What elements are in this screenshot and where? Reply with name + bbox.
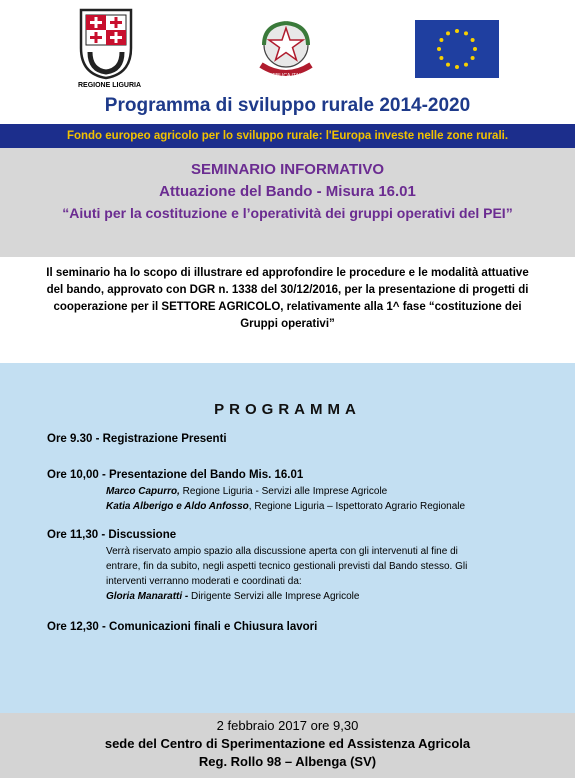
seminar-quote: “Aiuti per la costituzione e l’operatività dei gruppi operativi del PEI” bbox=[62, 205, 513, 221]
seminar-subtitle: Attuazione del Bando - Misura 16.01 bbox=[159, 183, 416, 200]
footer-box bbox=[0, 713, 575, 778]
programma-heading: PROGRAMMA bbox=[214, 401, 361, 418]
agenda-item-discussion bbox=[47, 529, 546, 604]
speaker-line bbox=[106, 499, 465, 514]
repubblica-italiana-emblem bbox=[253, 13, 319, 83]
programma-section bbox=[0, 363, 575, 713]
intro-line: Gruppi operativi” bbox=[240, 318, 335, 330]
republic-ribbon-text: REPUBBLICA ITALIANA bbox=[258, 73, 314, 79]
moderator-line bbox=[106, 589, 546, 604]
intro-line: del bando, approvato con DGR n. 1338 del 30/12/2016, per la presentazione di progetti di bbox=[46, 284, 529, 296]
agenda-item-presentation bbox=[47, 469, 465, 514]
logo-row bbox=[0, 0, 575, 92]
event-date: 2 febbraio 2017 ore 9,30 bbox=[216, 718, 359, 733]
eu-flag-icon bbox=[415, 20, 499, 78]
agenda-time-head: Ore 11,30 - Discussione bbox=[47, 529, 177, 541]
eu-flag bbox=[415, 20, 499, 78]
speaker-name: Marco Capurro, bbox=[106, 486, 180, 497]
liguria-shield-icon bbox=[78, 8, 134, 80]
fondo-banner: Fondo europeo agricolo per lo sviluppo rurale: l'Europa investe nelle zone rurali. bbox=[0, 124, 575, 148]
moderator-name: Gloria Manaratti - bbox=[106, 591, 189, 602]
speaker-name: Katia Alberigo e Aldo Anfosso bbox=[106, 501, 249, 512]
agenda-time-head: Ore 12,30 - Comunicazioni finali e Chiusura lavori bbox=[47, 621, 318, 633]
speaker-role: Regione Liguria - Servizi alle Imprese Agricole bbox=[179, 486, 388, 497]
moderator-role: Dirigente Servizi alle Imprese Agricole bbox=[188, 591, 360, 602]
seminar-title: SEMINARIO INFORMATIVO bbox=[190, 161, 385, 178]
agenda-time-head: Ore 10,00 - Presentazione del Bando Mis. 16.01 bbox=[47, 469, 304, 481]
speaker-line bbox=[106, 484, 465, 499]
event-venue: sede del Centro di Sperimentazione ed Assistenza Agricola bbox=[104, 736, 471, 751]
italian-emblem-icon bbox=[253, 13, 319, 83]
agenda-item-closing bbox=[47, 621, 317, 633]
discussion-desc: entrare, fin da subito, negli aspetti tecnico gestionali previsti dal Bando stesso. Gli bbox=[106, 561, 468, 572]
seminar-box bbox=[0, 148, 575, 257]
discussion-desc: Verrà riservato ampio spazio alla discussione aperta con gli intervenuti al fine di bbox=[106, 546, 458, 557]
liguria-caption: REGIONE LIGURIA bbox=[78, 82, 142, 89]
intro-paragraph bbox=[0, 265, 575, 333]
event-address: Reg. Rollo 98 – Albenga (SV) bbox=[198, 754, 377, 769]
discussion-desc: interventi verranno moderati e coordinati da: bbox=[106, 576, 302, 587]
intro-line: cooperazione per il SETTORE AGRICOLO, relativamente alla 1^ fase “costituzione dei bbox=[53, 301, 522, 313]
speaker-role: , Regione Liguria – Ispettorato Agrario Regionale bbox=[248, 501, 466, 512]
agenda-time-head: Ore 9.30 - Registrazione Presenti bbox=[47, 433, 227, 445]
agenda-item-registration bbox=[47, 433, 227, 445]
intro-line: Il seminario ha lo scopo di illustrare ed approfondire le procedure e le modalità attuative bbox=[46, 267, 529, 279]
regione-liguria-logo bbox=[78, 8, 142, 92]
program-title: Programma di sviluppo rurale 2014-2020 bbox=[104, 95, 471, 116]
